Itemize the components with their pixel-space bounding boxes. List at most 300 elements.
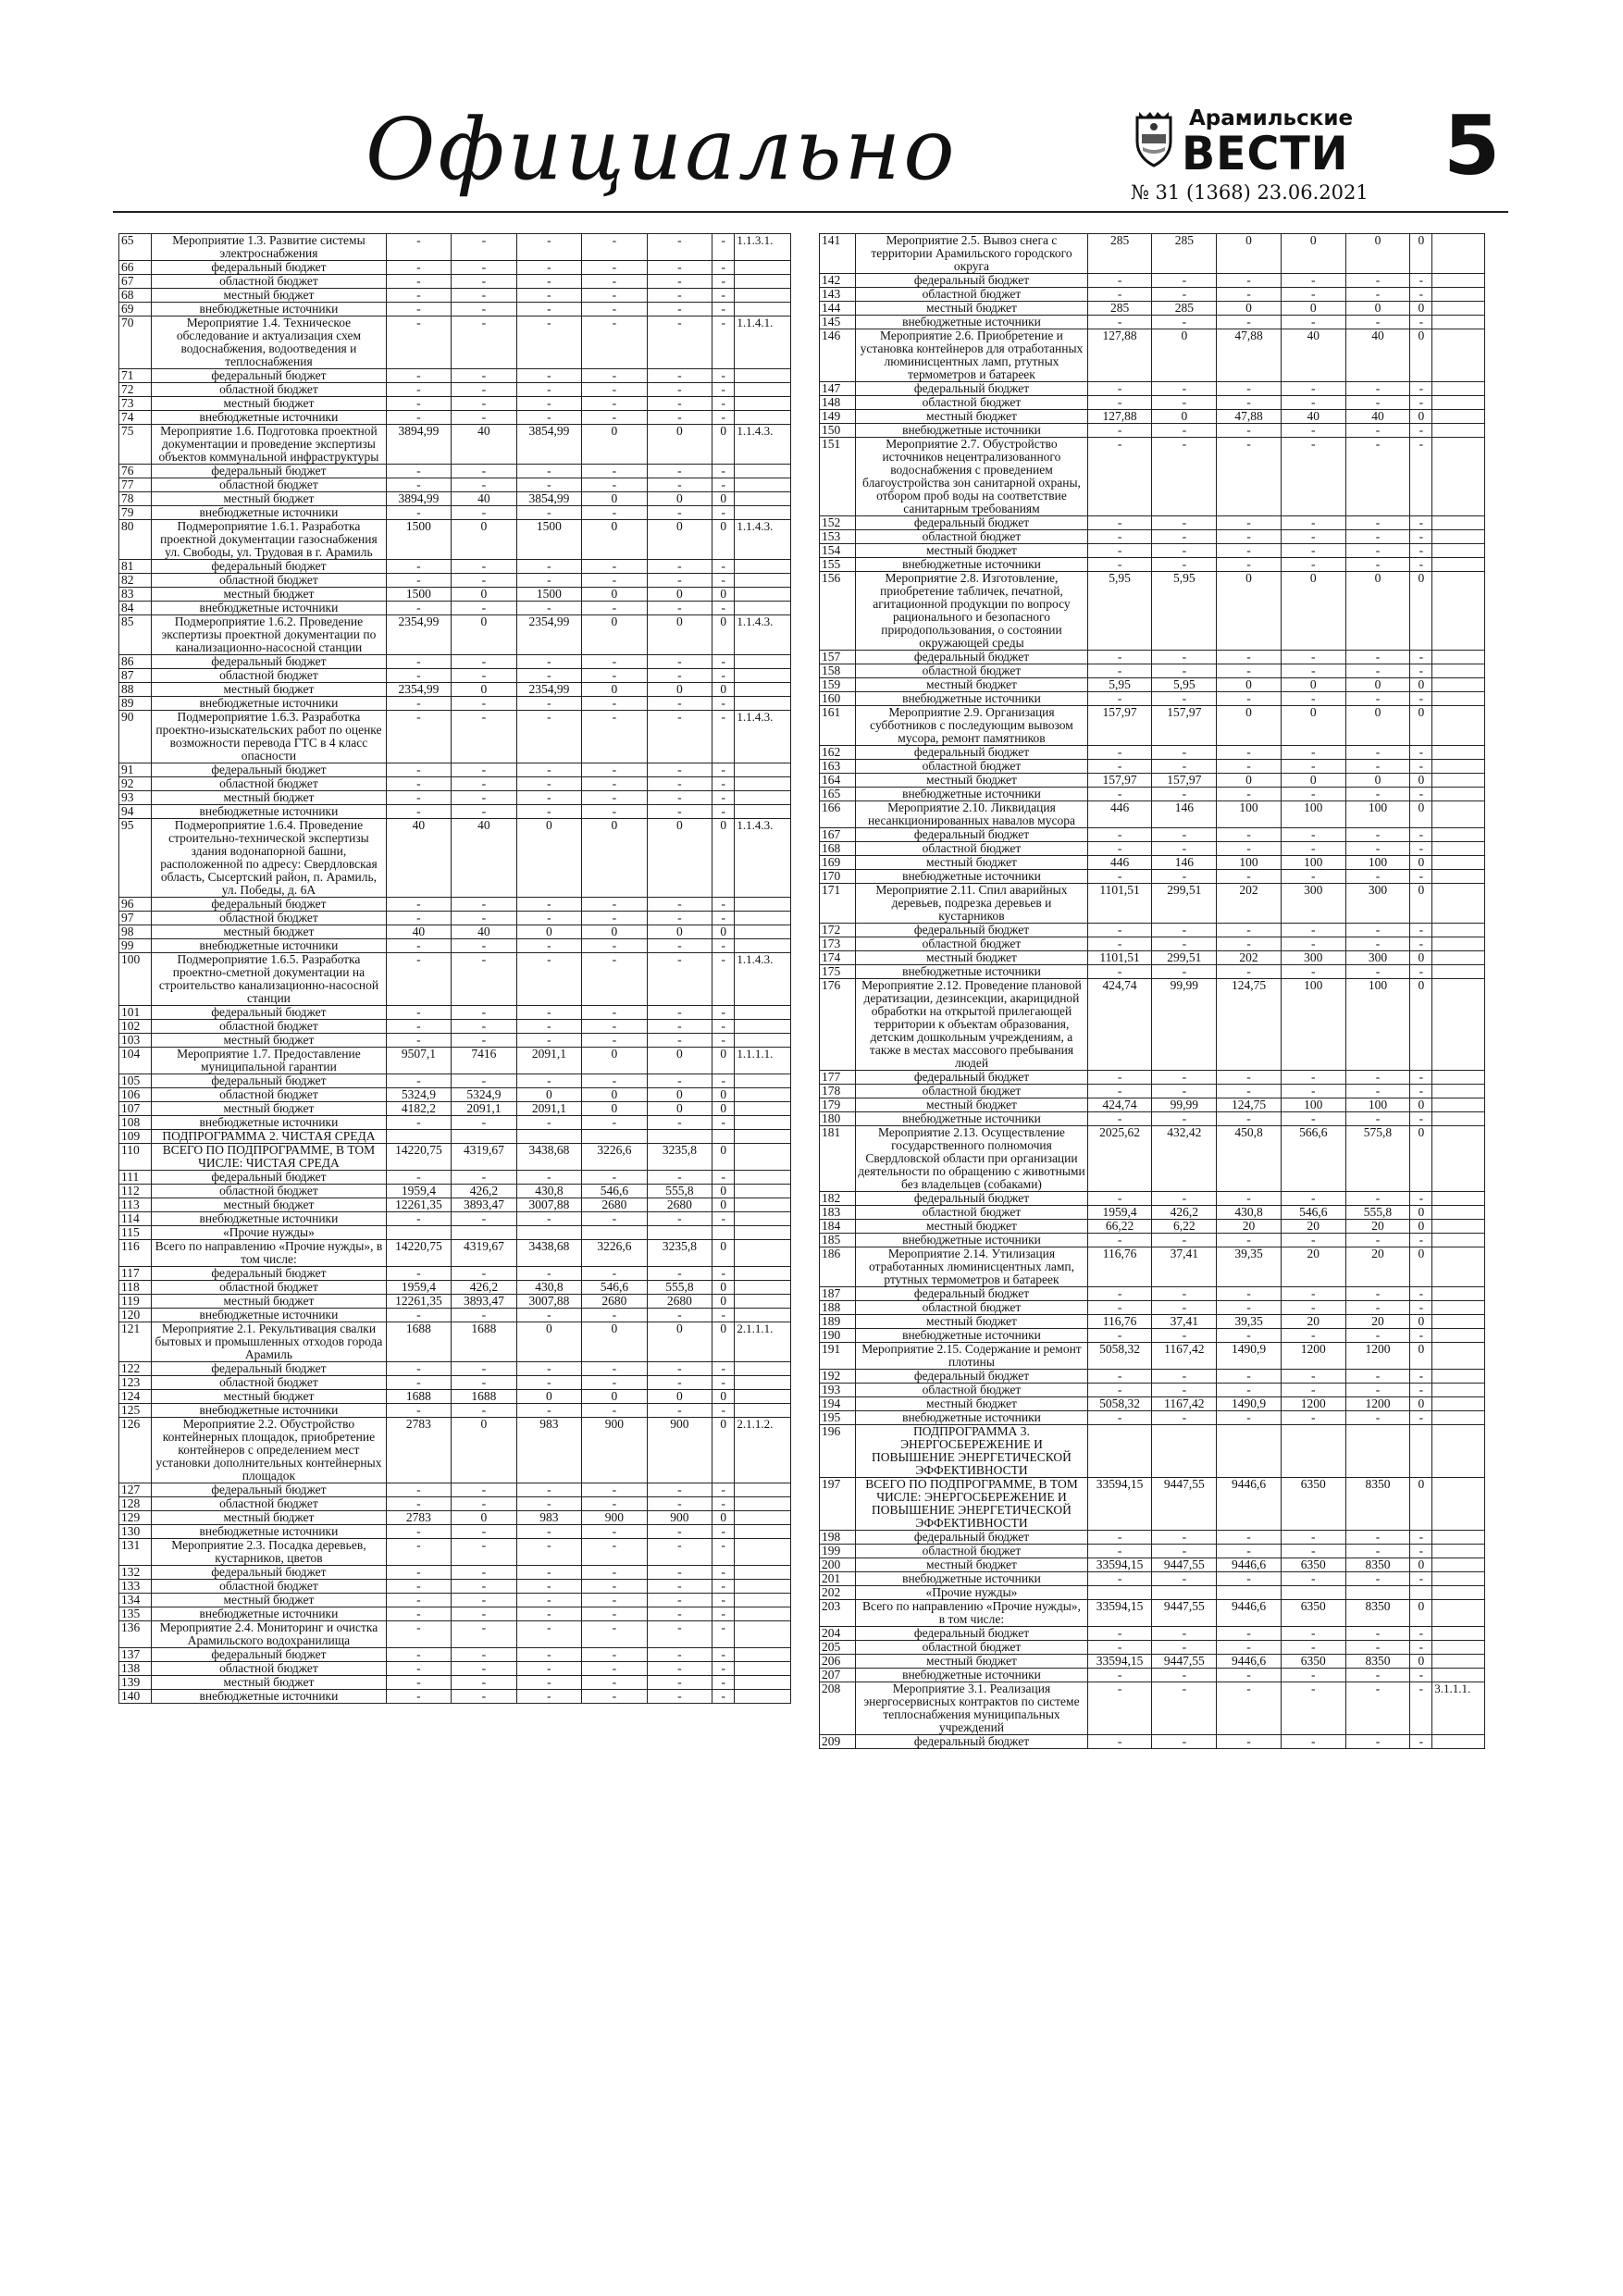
value-2021: - <box>1217 1545 1282 1558</box>
value-2022: - <box>1281 288 1345 302</box>
target-code <box>735 1497 791 1511</box>
value-2022: - <box>1281 937 1345 951</box>
value-2022: - <box>582 669 648 683</box>
table-row <box>820 1098 1485 1112</box>
target-code <box>735 669 791 683</box>
value-2022: - <box>1281 828 1345 842</box>
row-number: 188 <box>820 1301 856 1315</box>
row-number: 130 <box>119 1525 152 1539</box>
row-number: 129 <box>119 1511 152 1525</box>
value-total: - <box>386 1267 452 1281</box>
table-row <box>119 289 791 303</box>
item-name: местный бюджет <box>152 1676 386 1690</box>
item-name: федеральный бюджет <box>856 1192 1088 1206</box>
row-number: 147 <box>820 382 856 396</box>
value-2020: 37,41 <box>1152 1315 1217 1329</box>
value-2023: - <box>647 669 712 683</box>
item-name: федеральный бюджет <box>856 924 1088 937</box>
value-2021: - <box>1217 1531 1282 1545</box>
table-row <box>820 1545 1485 1558</box>
item-name: внебюджетные источники <box>152 697 386 711</box>
row-number: 153 <box>820 530 856 544</box>
item-name: федеральный бюджет <box>152 261 386 275</box>
value-2020: - <box>1152 1287 1217 1301</box>
value-2024: 0 <box>1410 234 1432 274</box>
table-row <box>820 1627 1485 1641</box>
target-code <box>1432 678 1485 692</box>
target-code <box>1432 1425 1485 1478</box>
target-code <box>735 1539 791 1566</box>
value-total: - <box>1087 1669 1152 1682</box>
value-2022: - <box>582 953 648 1006</box>
table-row <box>119 1074 791 1088</box>
item-name: местный бюджет <box>152 1198 386 1212</box>
value-2023: 20 <box>1345 1247 1410 1287</box>
value-2024: 0 <box>712 1048 735 1074</box>
row-number: 208 <box>820 1682 856 1735</box>
item-name: местный бюджет <box>856 544 1088 558</box>
table-row <box>820 1425 1485 1478</box>
value-2024: - <box>712 574 735 588</box>
table-row <box>119 1267 791 1281</box>
value-2021: 0 <box>516 1322 582 1362</box>
value-2021: - <box>1217 1085 1282 1098</box>
value-2022: - <box>582 465 648 478</box>
value-2024: - <box>712 1497 735 1511</box>
value-2024: - <box>1410 760 1432 774</box>
value-2020: - <box>1152 1627 1217 1641</box>
table-row <box>820 842 1485 856</box>
item-name: областной бюджет <box>856 1641 1088 1655</box>
row-number: 134 <box>119 1594 152 1607</box>
table-row <box>119 303 791 316</box>
item-name: федеральный бюджет <box>152 1648 386 1662</box>
value-2022: - <box>582 560 648 574</box>
value-2023: - <box>647 1309 712 1322</box>
value-2021: - <box>516 953 582 1006</box>
row-number: 127 <box>119 1483 152 1497</box>
table-row <box>820 410 1485 424</box>
target-code <box>1432 1655 1485 1669</box>
value-2021: 9446,6 <box>1217 1655 1282 1669</box>
value-2023: 8350 <box>1345 1558 1410 1572</box>
item-name: Мероприятие 1.3. Развитие системы электроснабжения <box>152 234 386 261</box>
value-2022: - <box>582 1212 648 1226</box>
value-2022: - <box>1281 692 1345 706</box>
value-2021: 450,8 <box>1217 1126 1282 1192</box>
value-2023: 20 <box>1345 1315 1410 1329</box>
value-total: 127,88 <box>1087 329 1152 382</box>
target-code <box>1432 516 1485 530</box>
value-2023: - <box>1345 1329 1410 1343</box>
value-2021: - <box>1217 1641 1282 1655</box>
item-name: федеральный бюджет <box>152 560 386 574</box>
value-2020: 1167,42 <box>1152 1343 1217 1370</box>
value-total: 5058,32 <box>1087 1397 1152 1411</box>
value-2021: - <box>516 369 582 383</box>
item-name: местный бюджет <box>856 1397 1088 1411</box>
target-code <box>735 588 791 602</box>
value-2020: 0 <box>452 615 517 655</box>
row-number: 111 <box>119 1171 152 1185</box>
value-2021: - <box>516 697 582 711</box>
value-total: - <box>1087 1329 1152 1343</box>
target-code <box>1432 1126 1485 1192</box>
value-2022: - <box>582 1376 648 1390</box>
table-row <box>119 1185 791 1198</box>
row-number: 122 <box>119 1362 152 1376</box>
value-2022: - <box>1281 924 1345 937</box>
item-name: областной бюджет <box>152 1376 386 1390</box>
target-code <box>735 1034 791 1048</box>
value-2020: - <box>452 1171 517 1185</box>
value-2024: - <box>1410 316 1432 329</box>
value-2022: - <box>582 1006 648 1020</box>
item-name: Мероприятие 3.1. Реализация энергосервисных контрактов по системе теплоснабжения муниципальных учреждений <box>856 1682 1088 1735</box>
table-row <box>820 1247 1485 1287</box>
target-code <box>1432 410 1485 424</box>
value-2020: - <box>452 1539 517 1566</box>
item-name: внебюджетные источники <box>152 506 386 520</box>
target-code <box>1432 1572 1485 1586</box>
value-2020: 3893,47 <box>452 1295 517 1309</box>
value-2021: 1500 <box>516 520 582 560</box>
value-2021: - <box>1217 664 1282 678</box>
row-number: 190 <box>820 1329 856 1343</box>
value-total: - <box>1087 965 1152 979</box>
value-2022: 546,6 <box>582 1281 648 1295</box>
value-2024: 0 <box>1410 1397 1432 1411</box>
table-row <box>119 574 791 588</box>
table-row <box>119 953 791 1006</box>
value-2024: 0 <box>712 520 735 560</box>
item-name: федеральный бюджет <box>856 382 1088 396</box>
value-2022: - <box>582 1020 648 1034</box>
row-number: 155 <box>820 558 856 572</box>
value-2020: - <box>452 1607 517 1621</box>
value-2024: - <box>712 465 735 478</box>
value-2024: - <box>712 669 735 683</box>
value-2022: - <box>582 506 648 520</box>
value-total: - <box>1087 1370 1152 1384</box>
row-number: 143 <box>820 288 856 302</box>
table-row <box>820 692 1485 706</box>
value-2020: 1167,42 <box>1152 1397 1217 1411</box>
value-2021: - <box>516 805 582 819</box>
value-2020: - <box>1152 965 1217 979</box>
target-code <box>1432 1112 1485 1126</box>
row-number: 120 <box>119 1309 152 1322</box>
table-row <box>820 746 1485 760</box>
value-2021: - <box>1217 382 1282 396</box>
value-total: - <box>386 1676 452 1690</box>
value-2022: - <box>1281 1572 1345 1586</box>
row-number: 201 <box>820 1572 856 1586</box>
table-row <box>820 1531 1485 1545</box>
value-2021: - <box>516 289 582 303</box>
value-2020: - <box>452 898 517 912</box>
target-code <box>735 1580 791 1594</box>
value-2021: 1490,9 <box>1217 1343 1282 1370</box>
table-row <box>119 711 791 763</box>
value-2023: 1200 <box>1345 1397 1410 1411</box>
value-2020: - <box>1152 1112 1217 1126</box>
table-row <box>119 234 791 261</box>
value-total: - <box>1087 1411 1152 1425</box>
value-2024: 0 <box>1410 410 1432 424</box>
value-2023: - <box>1345 1112 1410 1126</box>
value-2020: 40 <box>452 925 517 939</box>
row-number: 90 <box>119 711 152 763</box>
value-2024: 0 <box>1410 1655 1432 1669</box>
value-2022: 6350 <box>1281 1655 1345 1669</box>
row-number: 110 <box>119 1144 152 1171</box>
target-code <box>735 1390 791 1404</box>
value-2022: - <box>1281 1735 1345 1749</box>
value-total: 1959,4 <box>386 1185 452 1198</box>
table-row <box>820 1085 1485 1098</box>
table-row <box>820 1641 1485 1655</box>
table-row <box>119 1580 791 1594</box>
value-2022: - <box>1281 1682 1345 1735</box>
value-2023: 0 <box>1345 572 1410 651</box>
value-2021: - <box>516 1621 582 1648</box>
value-2023: - <box>647 1648 712 1662</box>
item-name: федеральный бюджет <box>856 828 1088 842</box>
target-code: 1.1.4.3. <box>735 425 791 465</box>
table-row <box>119 1020 791 1034</box>
table-row <box>119 1483 791 1497</box>
row-number: 98 <box>119 925 152 939</box>
value-2021: - <box>516 1497 582 1511</box>
value-2024: - <box>1410 1234 1432 1247</box>
value-2023: 2680 <box>647 1295 712 1309</box>
row-number: 202 <box>820 1586 856 1600</box>
table-row <box>119 1048 791 1074</box>
value-2020: - <box>452 669 517 683</box>
value-2022: - <box>1281 1411 1345 1425</box>
table-row <box>820 1329 1485 1343</box>
row-number: 84 <box>119 602 152 615</box>
target-code <box>1432 1329 1485 1343</box>
value-2021: - <box>1217 1192 1282 1206</box>
value-2020: - <box>1152 1234 1217 1247</box>
value-2024: - <box>712 939 735 953</box>
value-total: - <box>386 289 452 303</box>
value-total: - <box>1087 1531 1152 1545</box>
target-code: 2.1.1.1. <box>735 1322 791 1362</box>
value-2022: - <box>582 1607 648 1621</box>
value-2022: - <box>1281 530 1345 544</box>
item-name: внебюджетные источники <box>856 965 1088 979</box>
value-total: - <box>1087 1572 1152 1586</box>
value-total: - <box>1087 1234 1152 1247</box>
value-2021 <box>1217 1586 1282 1600</box>
item-name: Всего по направлению «Прочие нужды», в том числе: <box>856 1600 1088 1627</box>
value-2020: - <box>452 1404 517 1418</box>
row-number: 187 <box>820 1287 856 1301</box>
value-2023: - <box>647 763 712 777</box>
value-2020: - <box>1152 1384 1217 1397</box>
item-name: местный бюджет <box>152 1511 386 1525</box>
value-2021: - <box>516 1404 582 1418</box>
value-2021: - <box>1217 1234 1282 1247</box>
value-total: - <box>386 275 452 289</box>
row-number: 168 <box>820 842 856 856</box>
value-2022: - <box>1281 274 1345 288</box>
value-2024: - <box>712 1648 735 1662</box>
table-row <box>119 1295 791 1309</box>
value-2020: - <box>1152 1545 1217 1558</box>
value-2024: 0 <box>712 588 735 602</box>
value-2022: 6350 <box>1281 1600 1345 1627</box>
value-2024: 0 <box>1410 801 1432 828</box>
row-number: 207 <box>820 1669 856 1682</box>
value-2022: 0 <box>582 492 648 506</box>
value-2020: - <box>452 1648 517 1662</box>
table-row <box>119 819 791 898</box>
value-total: - <box>1087 316 1152 329</box>
value-2020: - <box>452 805 517 819</box>
value-2022: - <box>1281 1627 1345 1641</box>
value-2023 <box>647 1226 712 1240</box>
row-number: 183 <box>820 1206 856 1220</box>
value-total: - <box>386 1309 452 1322</box>
table-row <box>119 1034 791 1048</box>
value-2020: - <box>1152 274 1217 288</box>
value-2023: 0 <box>1345 302 1410 316</box>
value-2024: - <box>712 275 735 289</box>
brand-name-small: Арамильские <box>1189 106 1354 130</box>
value-total: - <box>1087 1641 1152 1655</box>
value-2022: - <box>582 711 648 763</box>
value-total: - <box>1087 274 1152 288</box>
value-2020: - <box>1152 692 1217 706</box>
value-2024: 0 <box>712 492 735 506</box>
table-row <box>820 1411 1485 1425</box>
value-2024: - <box>1410 965 1432 979</box>
target-code <box>735 1295 791 1309</box>
value-2023: - <box>1345 288 1410 302</box>
value-total: 1101,51 <box>1087 884 1152 924</box>
value-total: - <box>1087 788 1152 801</box>
value-total: - <box>386 1497 452 1511</box>
row-number: 95 <box>119 819 152 898</box>
value-total: - <box>1087 438 1152 516</box>
value-2023: 40 <box>1345 410 1410 424</box>
value-2023: - <box>1345 1531 1410 1545</box>
value-total: 12261,35 <box>386 1295 452 1309</box>
value-2020: - <box>452 1267 517 1281</box>
value-2023: 0 <box>647 492 712 506</box>
value-2023: - <box>1345 924 1410 937</box>
value-2021 <box>516 1226 582 1240</box>
row-number: 82 <box>119 574 152 588</box>
target-code: 1.1.4.1. <box>735 316 791 369</box>
target-code <box>735 397 791 411</box>
value-2022: - <box>1281 1370 1345 1384</box>
item-name: областной бюджет <box>856 1301 1088 1315</box>
item-name: областной бюджет <box>856 842 1088 856</box>
value-2023: 20 <box>1345 1220 1410 1234</box>
table-row <box>119 1566 791 1580</box>
value-2024: - <box>712 1116 735 1130</box>
item-name: местный бюджет <box>856 951 1088 965</box>
value-2020: - <box>452 1006 517 1020</box>
value-2020: - <box>1152 288 1217 302</box>
target-code <box>1432 1220 1485 1234</box>
value-2022: - <box>1281 1234 1345 1247</box>
target-code <box>1432 1192 1485 1206</box>
table-row <box>820 828 1485 842</box>
row-number: 197 <box>820 1478 856 1531</box>
table-row <box>820 1655 1485 1669</box>
value-total: - <box>386 763 452 777</box>
value-total: - <box>386 303 452 316</box>
value-2020: - <box>452 939 517 953</box>
table-row <box>119 805 791 819</box>
value-total: - <box>386 1566 452 1580</box>
target-code <box>735 1376 791 1390</box>
value-total: - <box>1087 1112 1152 1126</box>
value-total: - <box>1087 651 1152 664</box>
value-2023: - <box>647 478 712 492</box>
target-code <box>1432 1370 1485 1384</box>
value-total: - <box>386 1690 452 1704</box>
row-number: 108 <box>119 1116 152 1130</box>
value-2024: - <box>1410 692 1432 706</box>
value-2023: 0 <box>1345 678 1410 692</box>
row-number: 117 <box>119 1267 152 1281</box>
row-number: 89 <box>119 697 152 711</box>
item-name: местный бюджет <box>152 1034 386 1048</box>
value-2021: - <box>1217 274 1282 288</box>
item-name: Мероприятие 2.15. Содержание и ремонт плотины <box>856 1343 1088 1370</box>
target-code <box>1432 1301 1485 1315</box>
value-2022: 2680 <box>582 1198 648 1212</box>
item-name: Мероприятие 2.5. Вывоз снега с территории Арамильского городского округа <box>856 234 1088 274</box>
value-2023: 0 <box>647 925 712 939</box>
value-2023: - <box>647 655 712 669</box>
row-number: 169 <box>820 856 856 870</box>
value-2021: - <box>1217 530 1282 544</box>
row-number: 74 <box>119 411 152 425</box>
value-total: - <box>386 669 452 683</box>
value-2023: - <box>647 1171 712 1185</box>
value-2021: 983 <box>516 1511 582 1525</box>
item-name: местный бюджет <box>856 302 1088 316</box>
row-number: 154 <box>820 544 856 558</box>
table-row <box>820 1071 1485 1085</box>
value-2021: - <box>1217 1329 1282 1343</box>
value-2023: 0 <box>647 615 712 655</box>
value-2022: - <box>582 397 648 411</box>
value-2022: 900 <box>582 1418 648 1483</box>
item-name: областной бюджет <box>152 1185 386 1198</box>
value-2023: 0 <box>647 588 712 602</box>
value-total: - <box>1087 1545 1152 1558</box>
value-2023: - <box>647 791 712 805</box>
item-name: внебюджетные источники <box>152 939 386 953</box>
target-code <box>1432 396 1485 410</box>
value-2021: - <box>1217 1682 1282 1735</box>
value-2021: 983 <box>516 1418 582 1483</box>
value-2021: 1490,9 <box>1217 1397 1282 1411</box>
value-2024: - <box>1410 544 1432 558</box>
value-2024: 0 <box>1410 329 1432 382</box>
value-2020: - <box>452 697 517 711</box>
row-number: 102 <box>119 1020 152 1034</box>
